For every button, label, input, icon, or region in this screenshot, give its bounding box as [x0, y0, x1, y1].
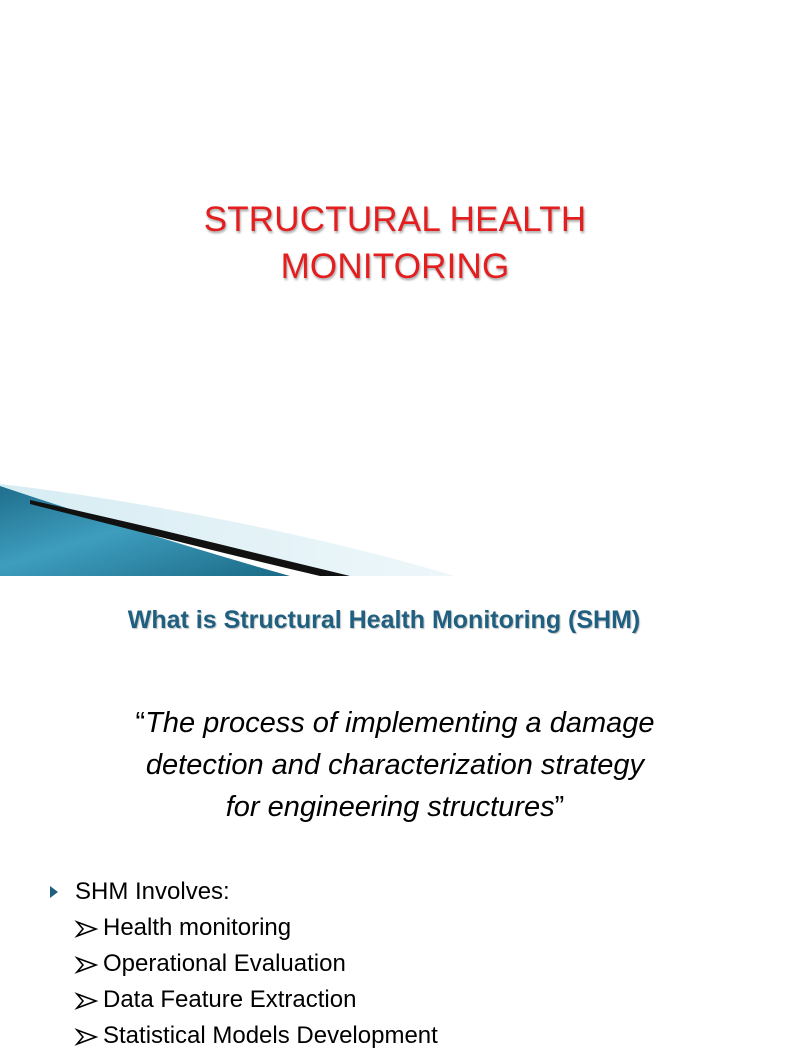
- shm-definition-quote: [40, 702, 750, 828]
- list-item-text: Operational Evaluation: [103, 950, 346, 977]
- definition-line-3: [40, 786, 750, 828]
- close-quote-mark: ”: [554, 791, 565, 823]
- shm-involves-list: [48, 874, 748, 1054]
- arrow-bullet-icon: [76, 956, 98, 974]
- slide-title-line-1: STRUCTURAL HEALTH: [203, 200, 587, 239]
- definition-line-1: [40, 702, 750, 744]
- list-item-text: Statistical Models Development: [103, 1022, 438, 1049]
- bullet-shm-involves: [48, 874, 748, 910]
- definition-line-3-text: for engineering structures: [225, 791, 555, 823]
- decorative-swoosh: [0, 470, 768, 576]
- bullet-label: SHM Involves:: [75, 878, 230, 905]
- list-item: [48, 1018, 748, 1054]
- list-item-text: Health monitoring: [103, 914, 292, 941]
- definition-line-2: detection and characterization strategy: [145, 749, 645, 781]
- open-quote-mark: “: [135, 707, 146, 739]
- list-item: [48, 946, 748, 982]
- arrow-bullet-icon: [76, 920, 98, 938]
- definition-slide-title: What is Structural Health Monitoring (SHM): [127, 606, 641, 634]
- definition-slide: [0, 576, 768, 1049]
- slide-title-line-2: MONITORING: [280, 247, 510, 286]
- arrow-bullet-icon: [76, 992, 98, 1010]
- definition-line-1-text: The process of implementing a damage: [145, 707, 655, 739]
- arrow-bullet-icon: [76, 1028, 98, 1046]
- list-item: [48, 982, 748, 1018]
- list-item: [48, 910, 748, 946]
- triangle-bullet-icon: [50, 886, 58, 898]
- list-item-text: Data Feature Extraction: [103, 986, 357, 1013]
- slide-title: [0, 196, 790, 290]
